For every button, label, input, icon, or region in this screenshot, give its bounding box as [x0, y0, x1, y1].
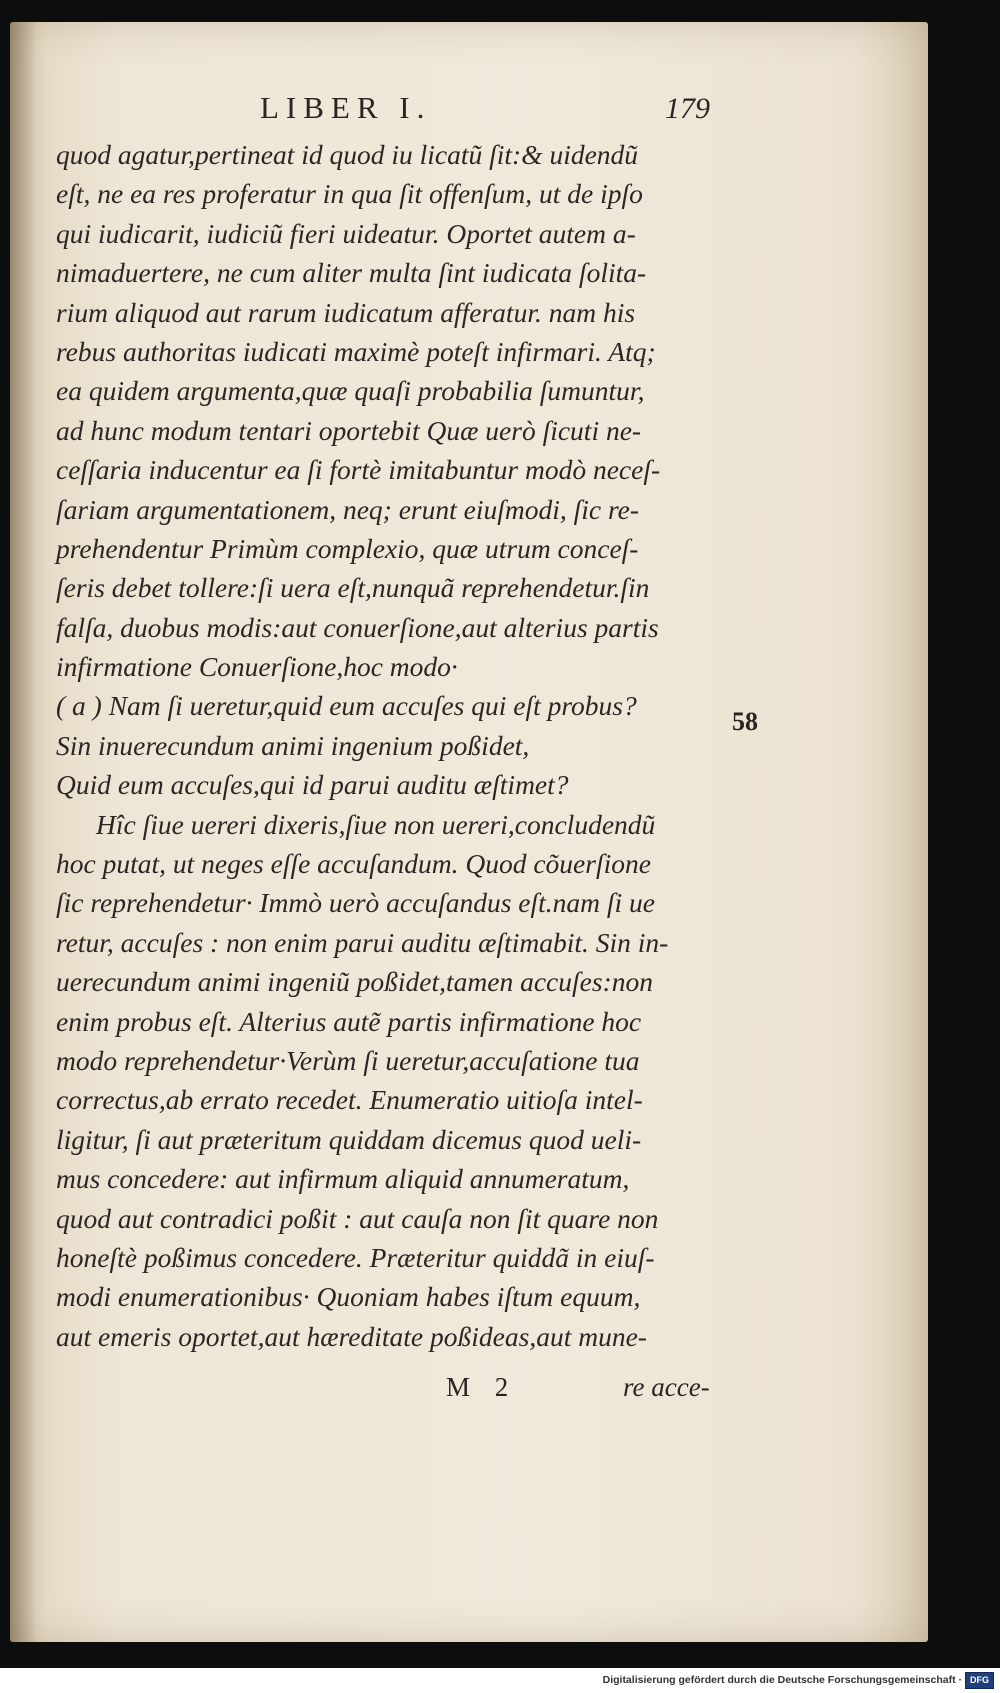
text-line: prehendentur Primùm complexio, quæ utrum conceſ- [56, 532, 639, 564]
text-line: ad hunc modum tentari oportebit Quæ uerò ſicuti ne- [56, 414, 642, 446]
text-line: uerecundum animi ingeniũ poßidet,tamen accuſes:non [56, 966, 653, 998]
text-line: eſt, ne ea res proferatur in qua ſit offenſum, ut de ipſo [56, 178, 643, 210]
text-line: ceſſaria inducentur ea ſi fortè imitabuntur modò neceſ- [56, 454, 661, 486]
footer-credit: Digitalisierung gefördert durch die Deutsche Forschungsgemeinschaft · [602, 1674, 962, 1686]
book-page [10, 22, 928, 1642]
body-text [56, 135, 736, 1356]
text-line: honeſtè poßimus concedere. Præteritur quiddã in eiuſ- [56, 1241, 655, 1273]
text-line: modi enumerationibus· Quoniam habes iſtum equum, [56, 1281, 641, 1313]
text-line: modo reprehendetur·Verùm ſi ueretur,accuſatione tua [56, 1044, 640, 1076]
text-line: correctus,ab errato recedet. Enumeratio uitioſa intel- [56, 1084, 643, 1116]
text-line: quod agatur,pertineat id quod iu licatũ ſit:& uidendũ [56, 139, 639, 170]
text-line: rium aliquod aut rarum iudicatum afferatur. nam his [56, 296, 636, 328]
text-line: ligitur, ſi aut præteritum quiddam dicemus quod ueli- [56, 1123, 642, 1155]
text-line: ea quidem argumenta,quæ quaſi probabilia ſumuntur, [56, 375, 645, 407]
running-head: LIBER I. [260, 90, 432, 125]
text-line: ſeris debet tollere:ſi uera eſt,nunquã reprehendetur.ſin [56, 572, 650, 604]
text-line: Quid eum accuſes,qui id parui auditu æſtimet? [56, 769, 569, 801]
text-line: Sin inuerecundum animi ingenium poßidet, [56, 729, 530, 761]
text-line: hoc putat, ut neges eſſe accuſandum. Quod cõuerſione [56, 848, 651, 880]
text-line: enim probus eſt. Alterius autẽ partis infirmatione hoc [56, 1005, 642, 1037]
text-line: ( a ) Nam ſi ueretur,quid eum accuſes qui eſt probus? [56, 690, 637, 722]
dfg-logo-icon: DFG [965, 1672, 994, 1689]
text-line: nimaduertere, ne cum aliter multa ſint iudicata ſolita- [56, 257, 647, 289]
text-line: falſa, duobus modis:aut conuerſione,aut alterius partis [56, 611, 659, 643]
text-line: infirmatione Conuerſione,hoc modo· [56, 651, 458, 683]
signature-mark: M 2 [446, 1372, 509, 1402]
text-line: aut emeris oportet,aut hæreditate poßideas,aut mune- [56, 1320, 647, 1352]
text-line: retur, accuſes : non enim parui auditu æſtimabit. Sin in- [56, 926, 669, 958]
text-line: Hîc ſiue uereri dixeris,ſiue non uereri,concludendũ [96, 808, 656, 840]
text-line: mus concedere: aut infirmum aliquid annumeratum, [56, 1163, 630, 1195]
gutter-shadow [10, 22, 36, 1642]
margin-note: 58 [732, 707, 758, 736]
text-line: rebus authoritas iudicati maximè poteſt infirmari. Atq; [56, 335, 656, 367]
text-line: qui iudicarit, iudiciũ fieri uideatur. Oportet autem a- [56, 217, 636, 249]
catchword: re acce- [623, 1372, 710, 1402]
text-line: ſic reprehendetur· Immò uerò accuſandus eſt.nam ſi ue [56, 887, 656, 919]
digitization-footer [0, 1668, 1000, 1693]
text-line: quod aut contradici poßit : aut cauſa non ſit quare non [56, 1202, 659, 1234]
page-number: 179 [665, 92, 710, 125]
text-line: ſariam argumentationem, neq; erunt eiuſmodi, ſic re- [56, 493, 640, 525]
